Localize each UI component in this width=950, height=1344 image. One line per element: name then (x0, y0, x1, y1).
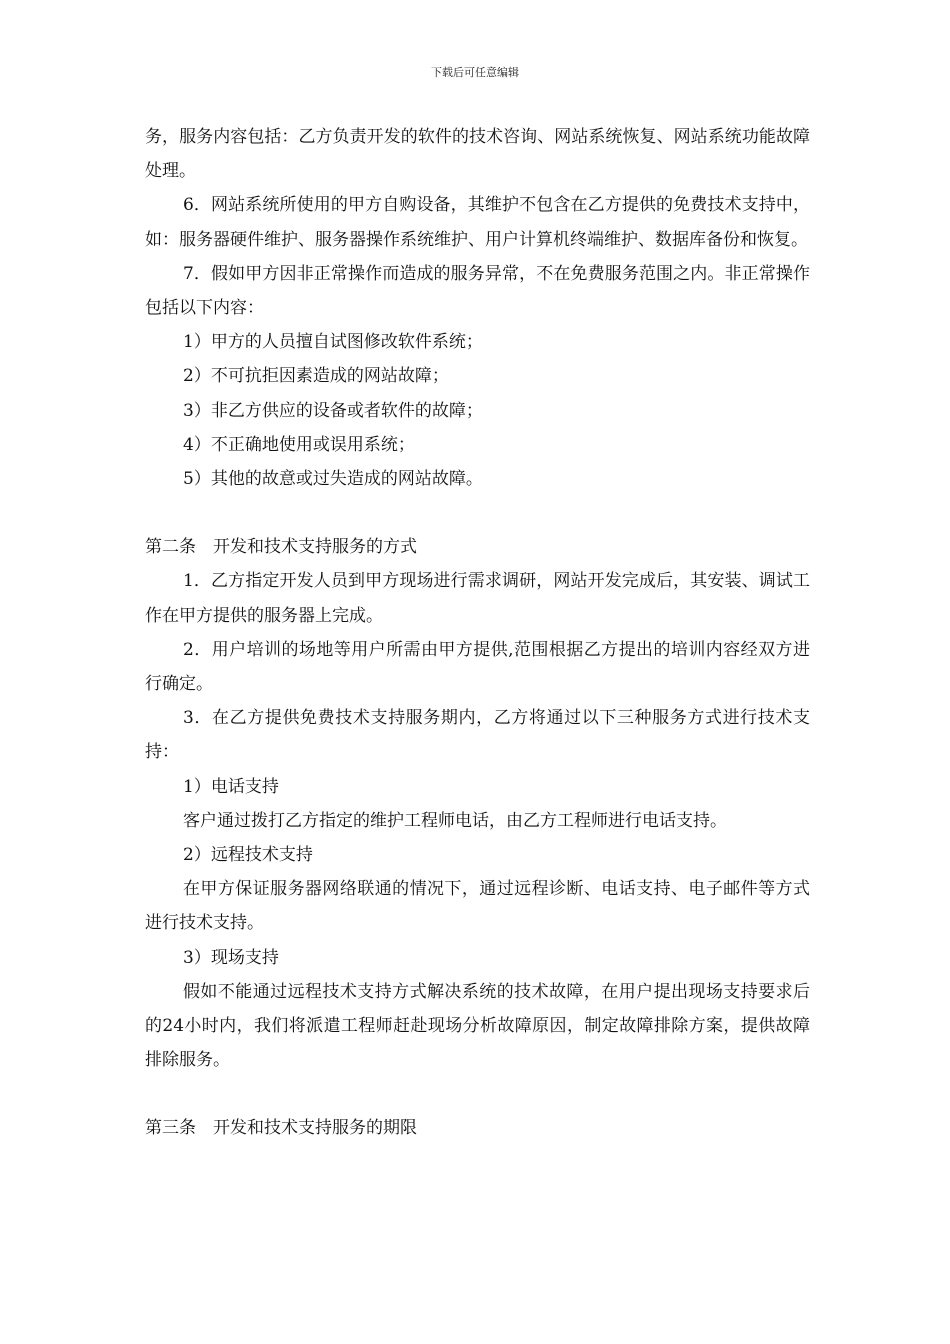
paragraph-onsite-support: 假如不能通过远程技术支持方式解决系统的技术故障，在用户提出现场支持要求后的24小时内，我们将派遣工程师赶赴现场分析故障原因，制定故障排除方案，提供故障排除服务。 (145, 981, 810, 1071)
list-item: 5）其他的故意或过失造成的网站故障。 (183, 469, 483, 490)
paragraph-service-content: 务，服务内容包括：乙方负责开发的软件的技术咨询、网站系统恢复、网站系统功能故障处理。 (145, 127, 810, 182)
subheading-remote-support: 2）远程技术支持 (183, 845, 313, 866)
page-header: 下载后可任意编辑 (431, 66, 519, 79)
list-item: 4）不正确地使用或误用系统； (183, 434, 415, 455)
clause-6: 6．网站系统所使用的甲方自购设备，其维护不包含在乙方提供的免费技术支持中，如：服务器硬件维护、服务器操作系统维护、用户计算机终端维护、数据库备份和恢复。 (145, 195, 810, 250)
paragraph-phone-support: 客户通过拨打乙方指定的维护工程师电话，由乙方工程师进行电话支持。 (183, 810, 727, 831)
section-heading-2: 第二条 开发和技术支持服务的方式 (145, 537, 417, 558)
section-spacer (145, 1077, 810, 1111)
subheading-phone-support: 1）电话支持 (183, 776, 279, 797)
list-item: 3）非乙方供应的设备或者软件的故障； (183, 400, 483, 421)
subheading-onsite-support: 3）现场支持 (183, 947, 279, 968)
list-item: 2）不可抗拒因素造成的网站故障； (183, 366, 449, 387)
clause-1: 1．乙方指定开发人员到甲方现场进行需求调研，网站开发完成后，其安装、调试工作在甲方提供的服务器上完成。 (145, 571, 810, 626)
clause-2: 2．用户培训的场地等用户所需由甲方提供,范围根据乙方提出的培训内容经双方进行确定。 (145, 639, 810, 695)
paragraph-remote-support: 在甲方保证服务器网络联通的情况下，通过远程诊断、电话支持、电子邮件等方式进行技术支持。 (145, 879, 810, 934)
clause-3: 3．在乙方提供免费技术支持服务期内，乙方将通过以下三种服务方式进行技术支持： (145, 708, 810, 763)
section-heading-3: 第三条 开发和技术支持服务的期限 (145, 1118, 417, 1139)
clause-7: 7．假如甲方因非正常操作而造成的服务异常，不在免费服务范围之内。非正常操作包括以下内容： (145, 263, 810, 319)
list-item: 1）甲方的人员擅自试图修改软件系统； (183, 332, 483, 353)
document-body (145, 120, 810, 1146)
section-spacer (145, 496, 810, 530)
